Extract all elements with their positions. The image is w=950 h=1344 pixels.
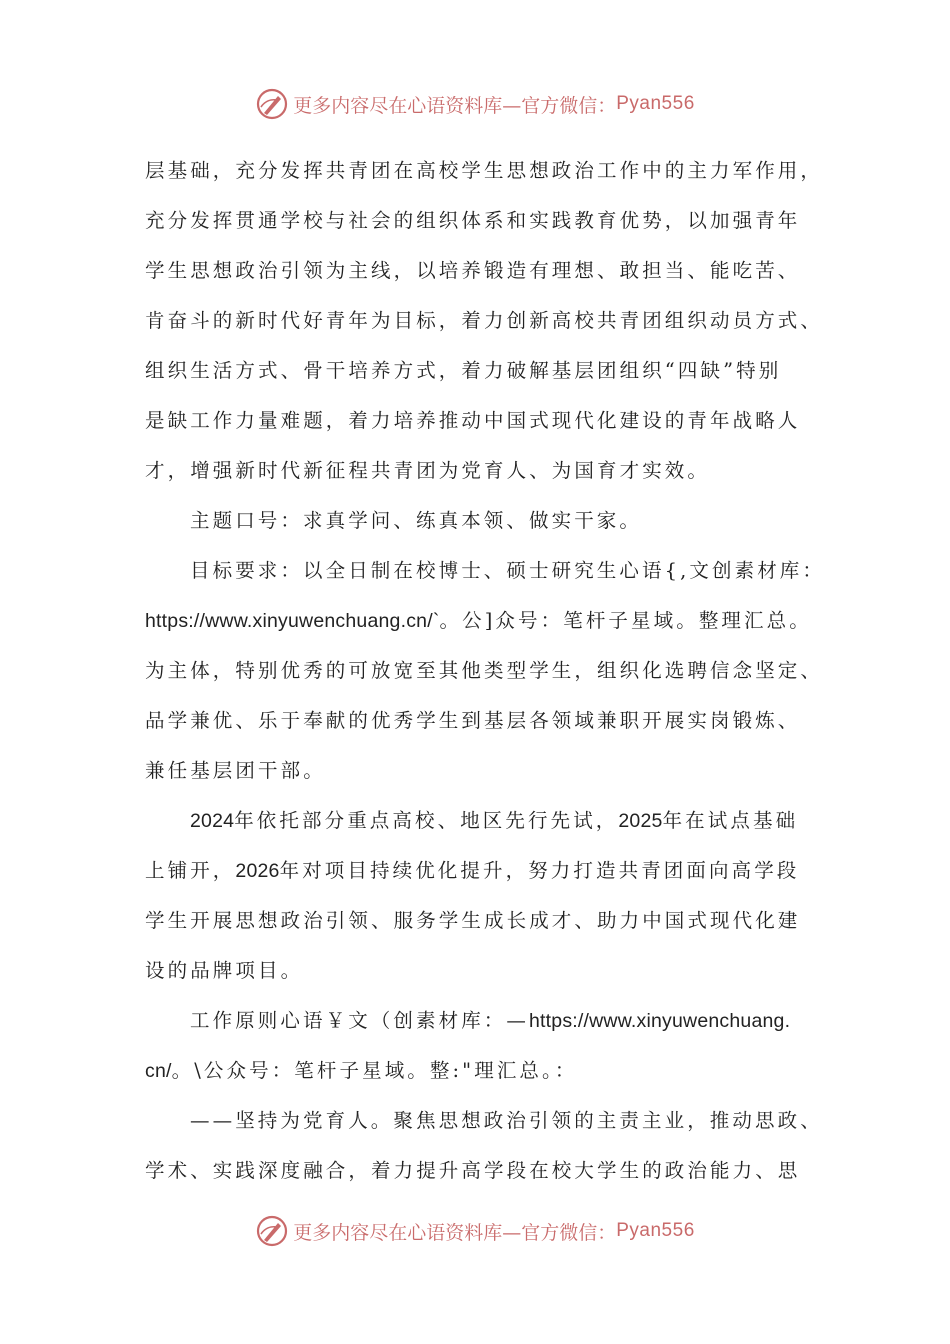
website-link-text: https://www.xinyuwenchuang.cn/` bbox=[145, 610, 440, 632]
website-link-text: https://www.xinyuwenchuang. bbox=[529, 1010, 791, 1032]
principle-item-line: ——坚持为党育人。聚焦思想政治引领的主责主业，推动思政、 bbox=[190, 1109, 823, 1132]
body-line-segment: 年对项目持续优化提升，努力打造共青团面向高学段 bbox=[279, 859, 800, 882]
schedule-line bbox=[145, 796, 825, 846]
footer-watermark-banner bbox=[0, 1211, 950, 1251]
body-line: 为主体，特别优秀的可放宽至其他类型学生，组织化选聘信念坚定、 bbox=[145, 659, 824, 682]
header-watermark-banner bbox=[0, 84, 950, 124]
pen-nib-icon bbox=[255, 87, 289, 121]
body-line: 肯奋斗的新时代好青年为目标，着力创新高校共青团组织动员方式、 bbox=[145, 309, 824, 332]
body-line: 才，增强新时代新征程共青团为党育人、为国育才实效。 bbox=[145, 459, 711, 482]
year-text: 2026 bbox=[235, 860, 280, 882]
goal-requirement-line: 目标要求：以全日制在校博士、硕士研究生心语{,文创素材库： bbox=[190, 559, 826, 582]
body-line-segment: 年在试点基础 bbox=[662, 809, 799, 832]
body-line: 是缺工作力量难题，着力培养推动中国式现代化建设的青年战略人 bbox=[145, 409, 801, 432]
theme-slogan-line: 主题口号：求真学问、练真本领、做实干家。 bbox=[190, 509, 643, 532]
watermark-wechat-id: Pyan556 bbox=[616, 93, 695, 114]
watermark-wechat-id: Pyan556 bbox=[616, 1220, 695, 1241]
body-line: 学术、实践深度融合，着力提升高学段在校大学生的政治能力、思 bbox=[145, 1159, 801, 1182]
body-line: 学生开展思想政治引领、服务学生成长成才、助力中国式现代化建 bbox=[145, 909, 801, 932]
body-line: 层基础，充分发挥共青团在高校学生思想政治工作中的主力军作用， bbox=[145, 159, 824, 182]
body-line: 设的品牌项目。 bbox=[145, 959, 304, 982]
work-principles-line bbox=[145, 996, 825, 1046]
watermark-text: 更多内容尽在心语资料库—官方微信： bbox=[293, 1221, 617, 1244]
body-line-segment: 。\公众号：笔杆子星域。整:"理汇总。： bbox=[171, 1059, 578, 1082]
body-line: 充分发挥贯通学校与社会的组织体系和实践教育优势，以加强青年 bbox=[145, 209, 801, 232]
body-line: 品学兼优、乐于奉献的优秀学生到基层各领域兼职开展实岗锻炼、 bbox=[145, 709, 801, 732]
body-line-segment: 上铺开， bbox=[145, 859, 236, 882]
document-body bbox=[145, 146, 825, 1196]
body-line-segment: 工作原则心语￥文（创素材库：— bbox=[190, 1009, 530, 1032]
website-link-text: cn/ bbox=[145, 1060, 172, 1082]
body-line: 学生思想政治引领为主线，以培养锻造有理想、敢担当、能吃苦、 bbox=[145, 259, 801, 282]
watermark-text: 更多内容尽在心语资料库—官方微信： bbox=[293, 94, 617, 117]
body-line bbox=[145, 596, 825, 646]
body-line bbox=[145, 1046, 825, 1096]
year-text: 2024 bbox=[190, 810, 235, 832]
body-line-segment: 。公]众号：笔杆子星域。整理汇总。 bbox=[439, 609, 812, 632]
year-text: 2025 bbox=[618, 810, 663, 832]
body-line: 组织生活方式、骨干培养方式，着力破解基层团组织“四缺”特别 bbox=[145, 359, 782, 382]
body-line-segment: 年依托部分重点高校、地区先行先试， bbox=[234, 809, 619, 832]
body-line: 兼任基层团干部。 bbox=[145, 759, 326, 782]
pen-nib-icon bbox=[255, 1214, 289, 1248]
body-line bbox=[145, 846, 825, 896]
